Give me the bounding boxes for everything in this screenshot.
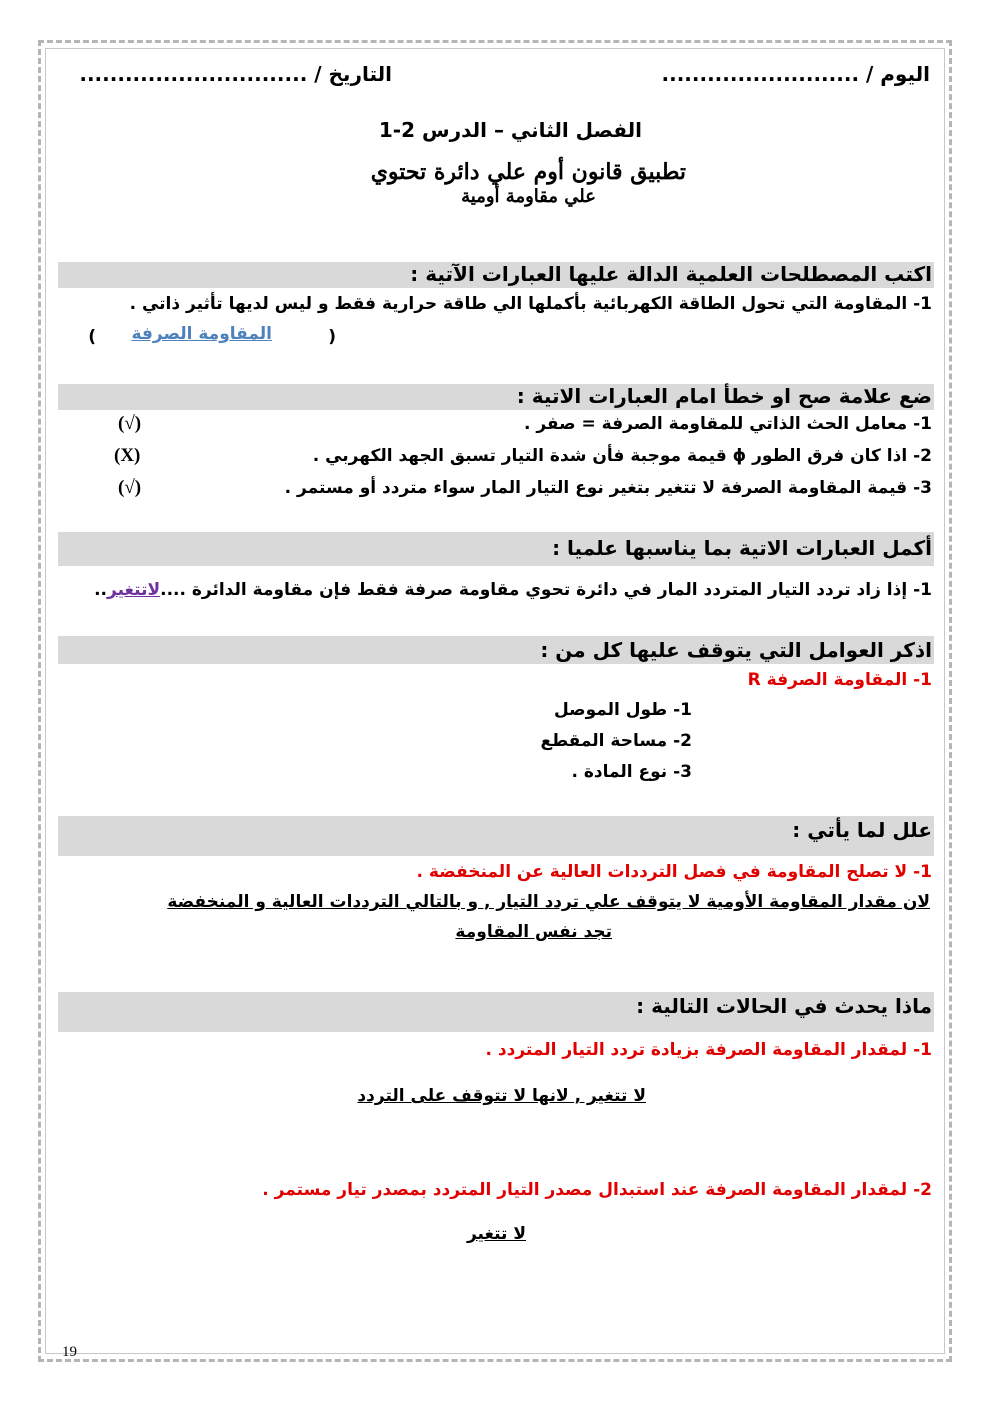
factor-2: 2- مساحة المقطع: [540, 731, 692, 751]
section-heading-terms: اكتب المصطلحات العلمية الدالة عليها العبارات الآتية :: [410, 262, 932, 286]
reason-line-1: لان مقدار المقاومة الأومية لا يتوقف علي تردد التيار , و بالتالي الترددات العالية و المنخفضة: [167, 892, 930, 912]
truefalse-mark-1: (√): [118, 413, 142, 434]
day-label: اليوم / ..........................: [661, 62, 930, 86]
section-heading-what-happens: ماذا يحدث في الحالات التالية :: [636, 994, 932, 1018]
truefalse-mark-3: (√): [118, 477, 142, 498]
title-line-2: علي مقاومة أومية: [461, 186, 596, 207]
what-happens-answer-1: لا تتغير , لانها لا تتوقف على التردد: [357, 1086, 646, 1106]
reason-line-2: تجد نفس المقاومة: [455, 922, 612, 942]
title-line-1: تطبيق قانون أوم علي دائرة تحتوي: [370, 159, 686, 185]
factors-item-1: 1- المقاومة الصرفة R: [747, 670, 932, 690]
paren-open: (: [328, 327, 336, 347]
section-heading-truefalse: ضع علامة صح او خطأ امام العبارات الاتية :: [516, 384, 932, 408]
complete-item-1-text: 1- إذا زاد تردد التيار المتردد المار في دائرة تحوي مقاومة صرفة فقط فإن مقاومة الدائرة ....: [160, 580, 932, 600]
section-heading-factors: اذكر العوامل التي يتوقف عليها كل من :: [540, 638, 932, 662]
factor-3: 3- نوع المادة .: [571, 762, 692, 782]
terms-item-1: 1- المقاومة التي تحول الطاقة الكهربائية بأكملها الي طاقة حرارية فقط و ليس لديها تأثير ذاتي .: [129, 294, 932, 314]
truefalse-item-2: 2- اذا كان فرق الطور ϕ قيمة موجبة فأن شدة التيار تسبق الجهد الكهربي .: [312, 446, 932, 466]
truefalse-item-3: 3- قيمة المقاومة الصرفة لا تتغير بتغير نوع التيار المار سواء متردد أو مستمر .: [284, 478, 932, 498]
date-label: التاريخ / ..............................: [79, 62, 392, 86]
complete-item-1-answer: لاتتغير: [107, 580, 161, 600]
page-number: 19: [62, 1344, 77, 1360]
page-border-inner: [45, 48, 945, 1354]
lesson-label: الفصل الثاني – الدرس 2-1: [378, 118, 642, 142]
reasons-item-1: 1- لا تصلح المقاومة في فصل الترددات العالية عن المنخفضة .: [416, 862, 932, 882]
what-happens-answer-2: لا تتغير: [466, 1224, 526, 1244]
what-happens-item-1: 1- لمقدار المقاومة الصرفة بزيادة تردد التيار المتردد .: [485, 1040, 932, 1060]
terms-answer-1: المقاومة الصرفة: [131, 324, 272, 344]
paren-close: ): [88, 327, 96, 347]
section-heading-reasons: علل لما يأتي :: [792, 818, 932, 842]
factor-1: 1- طول الموصل: [553, 700, 692, 720]
complete-item-1: [94, 578, 932, 602]
truefalse-item-1: 1- معامل الحث الذاتي للمقاومة الصرفة = صفر .: [523, 414, 932, 434]
what-happens-item-2: 2- لمقدار المقاومة الصرفة عند استبدال مصدر التيار المتردد بمصدر تيار مستمر .: [262, 1180, 932, 1200]
truefalse-mark-2: (X): [114, 445, 141, 466]
section-heading-complete: أكمل العبارات الاتية بما يناسبها علميا :: [552, 536, 932, 560]
complete-item-1-tail: ..: [94, 580, 108, 600]
